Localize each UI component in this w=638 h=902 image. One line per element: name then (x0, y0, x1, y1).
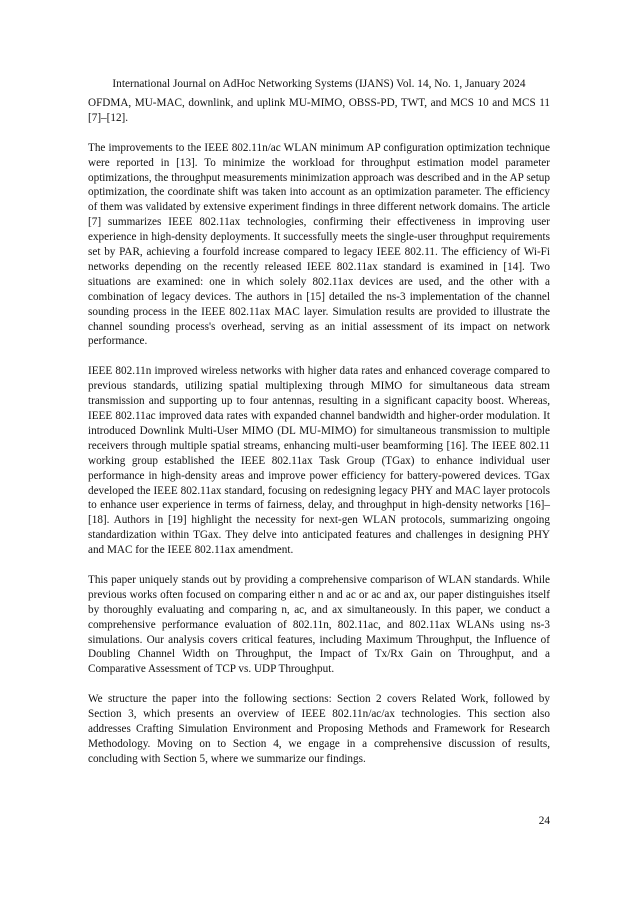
paragraph-1: OFDMA, MU-MAC, downlink, and uplink MU-MIMO, OBSS-PD, TWT, and MCS 10 and MCS 11 [7]–[12]. (88, 97, 550, 124)
body-text (88, 96, 550, 782)
page-number: 24 (538, 815, 550, 827)
paragraph-2: The improvements to the IEEE 802.11n/ac WLAN minimum AP configuration optimization technique were reported in [13]. To minimize the workload for throughput estimation model parameter optimizations, the throughput measurements minimization approach was described and in the AP setup optimization, the coordinate shift was taken into account as an optimization parameter. The efficiency of them was validated by extensive experiment findings in three different network domains. The article [7] summarizes IEEE 802.11ax technologies, confirming their effectiveness in improving user experience in high-density deployments. It successfully meets the single-user throughput requirements set by PAR, achieving a fourfold increase compared to legacy IEEE 802.11. The efficiency of Wi-Fi networks depending on the recently released IEEE 802.11ax standard is examined in [14]. Two situations are examined: one in which solely 802.11ax devices are used, and the other with a combination of legacy devices. The authors in [15] detailed the ns-3 implementation of the channel sounding process in the IEEE 802.11ax MAC layer. Simulation results are provided to illustrate the channel sounding process's overhead, serving as an initial assessment of its impact on network performance. (88, 141, 550, 348)
paragraph-4: This paper uniquely stands out by providing a comprehensive comparison of WLAN standards. While previous works often focused on comparing either n and ac or ac and ax, our paper distinguishes itself by thoroughly evaluating and comparing n, ac, and ax simultaneously. In this paper, we conduct a comprehensive performance evaluation of 802.11n, 802.11ac, and 802.11ax WLANs using ns-3 simulations. Our analysis covers critical features, including Maximum Throughput, the Influence of Doubling Channel Width on Throughput, the Impact of Tx/Rx Gain on Throughput, and a Comparative Assessment of TCP vs. UDP Throughput. (88, 573, 550, 676)
running-header: International Journal on AdHoc Networking Systems (IJANS) Vol. 14, No. 1, January 2024 (112, 78, 526, 90)
paragraph-5: We structure the paper into the following sections: Section 2 covers Related Work, followed by Section 3, which presents an overview of IEEE 802.11n/ac/ax technologies. This section also addresses Crafting Simulation Environment and Proposing Methods and Framework for Research Methodology. Moving on to Section 4, we engage in a comprehensive discussion of results, concluding with Section 5, where we summarize our findings. (88, 693, 550, 765)
paragraph-3: IEEE 802.11n improved wireless networks with higher data rates and enhanced coverage compared to previous standards, utilizing spatial multiplexing through MIMO for simultaneous data stream transmission and supporting up to four antennas, resulting in a significant capacity boost. Whereas, IEEE 802.11ac improved data rates with expanded channel bandwidth and higher-order modulation. It introduced Downlink Multi-User MIMO (DL MU-MIMO) for simultaneous transmission to multiple receivers through multiple spatial streams, enhancing multi-user beamforming [16]. The IEEE 802.11 working group established the IEEE 802.11ax Task Group (TGax) to enhance individual user performance in high-density areas and improve power efficiency for battery-powered devices. TGax developed the IEEE 802.11ax standard, focusing on redesigning legacy PHY and MAC layer protocols to enhance user experience in terms of fairness, delay, and throughput in high-density networks [16]–[18]. Authors in [19] highlight the necessity for next-gen WLAN protocols, summarizing ongoing standardization within TGax. They delve into anticipated features and challenges in designing PHY and MAC for the IEEE 802.11ax amendment. (88, 365, 550, 557)
